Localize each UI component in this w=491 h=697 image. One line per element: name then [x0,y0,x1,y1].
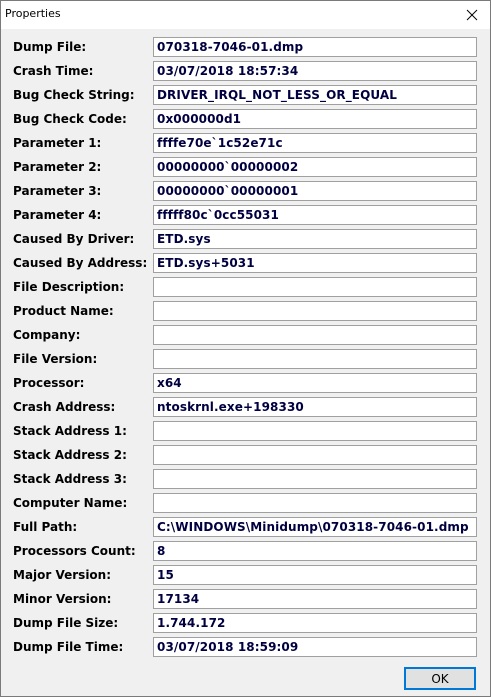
property-label: Dump File Size: [13,616,119,630]
property-label: Dump File Time: [13,640,124,654]
property-row [1,564,490,588]
property-label: Computer Name: [13,496,128,510]
property-row [1,588,490,612]
property-label: Parameter 3: [13,184,102,198]
property-value: 03/07/2018 18:59:09 [157,640,299,654]
property-value: ffffe70e`1c52e71c [157,136,283,150]
property-label: Stack Address 2: [13,448,127,462]
property-value-field[interactable] [153,301,477,321]
property-row [1,300,490,324]
property-value: 00000000`00000001 [157,184,299,198]
property-row [1,516,490,540]
close-icon [466,9,478,21]
property-label: Processor: [13,376,85,390]
property-value-field[interactable] [153,397,477,417]
property-value-field[interactable] [153,157,477,177]
property-label: File Version: [13,352,98,366]
property-value-field[interactable] [153,181,477,201]
property-value-field[interactable] [153,37,477,57]
property-row [1,348,490,372]
property-value-field[interactable] [153,613,477,633]
property-row [1,612,490,636]
property-value-field[interactable] [153,469,477,489]
property-row [1,444,490,468]
property-value-field[interactable] [153,373,477,393]
property-label: Product Name: [13,304,114,318]
property-value: fffff80c`0cc55031 [157,208,279,222]
property-label: Parameter 1: [13,136,102,150]
property-value: ntoskrnl.exe+198330 [157,400,304,414]
property-row [1,84,490,108]
property-value: 8 [157,544,166,558]
property-value-field[interactable] [153,229,477,249]
property-row [1,132,490,156]
property-value: C:\WINDOWS\Minidump\070318-7046-01.dmp [157,520,469,534]
property-value: 17134 [157,592,200,606]
property-row [1,180,490,204]
property-value-field[interactable] [153,589,477,609]
property-row [1,372,490,396]
property-label: Caused By Driver: [13,232,135,246]
property-row [1,396,490,420]
property-value: 15 [157,568,174,582]
property-label: Minor Version: [13,592,112,606]
property-value-field[interactable] [153,61,477,81]
property-label: Processors Count: [13,544,136,558]
property-value-field[interactable] [153,637,477,657]
properties-list [1,36,490,660]
property-row [1,36,490,60]
property-label: Dump File: [13,40,87,54]
property-label: Company: [13,328,81,342]
property-row [1,252,490,276]
window-title: Properties [5,7,61,20]
property-row [1,420,490,444]
property-value-field[interactable] [153,205,477,225]
property-value: 0x000000d1 [157,112,242,126]
title-bar [1,1,490,29]
property-label: Major Version: [13,568,112,582]
property-row [1,156,490,180]
property-value-field[interactable] [153,493,477,513]
property-value: ETD.sys [157,232,211,246]
property-value-field[interactable] [153,133,477,153]
property-value-field[interactable] [153,253,477,273]
property-value-field[interactable] [153,349,477,369]
property-row [1,492,490,516]
property-label: File Description: [13,280,125,294]
property-value: DRIVER_IRQL_NOT_LESS_OR_EQUAL [157,88,398,102]
property-value: 03/07/2018 18:57:34 [157,64,299,78]
property-value-field[interactable] [153,517,477,537]
property-value-field[interactable] [153,541,477,561]
ok-button[interactable]: OK [404,667,476,690]
property-label: Stack Address 3: [13,472,127,486]
property-value-field[interactable] [153,421,477,441]
property-value-field[interactable] [153,85,477,105]
property-value: 070318-7046-01.dmp [157,40,304,54]
property-row [1,228,490,252]
property-row [1,60,490,84]
property-row [1,468,490,492]
property-row [1,324,490,348]
property-row [1,276,490,300]
property-value-field[interactable] [153,565,477,585]
property-value-field[interactable] [153,325,477,345]
property-label: Parameter 2: [13,160,102,174]
property-label: Crash Time: [13,64,94,78]
close-button[interactable] [458,3,486,27]
property-label: Full Path: [13,520,78,534]
property-value: x64 [157,376,182,390]
property-value-field[interactable] [153,109,477,129]
property-value: 1.744.172 [157,616,226,630]
property-row [1,204,490,228]
property-label: Parameter 4: [13,208,102,222]
property-row [1,636,490,660]
property-value-field[interactable] [153,445,477,465]
property-value: 00000000`00000002 [157,160,299,174]
property-value-field[interactable] [153,277,477,297]
property-label: Bug Check Code: [13,112,127,126]
property-row [1,540,490,564]
property-label: Crash Address: [13,400,116,414]
property-row [1,108,490,132]
property-label: Stack Address 1: [13,424,127,438]
property-label: Caused By Address: [13,256,148,270]
property-value: ETD.sys+5031 [157,256,255,270]
property-label: Bug Check String: [13,88,135,102]
